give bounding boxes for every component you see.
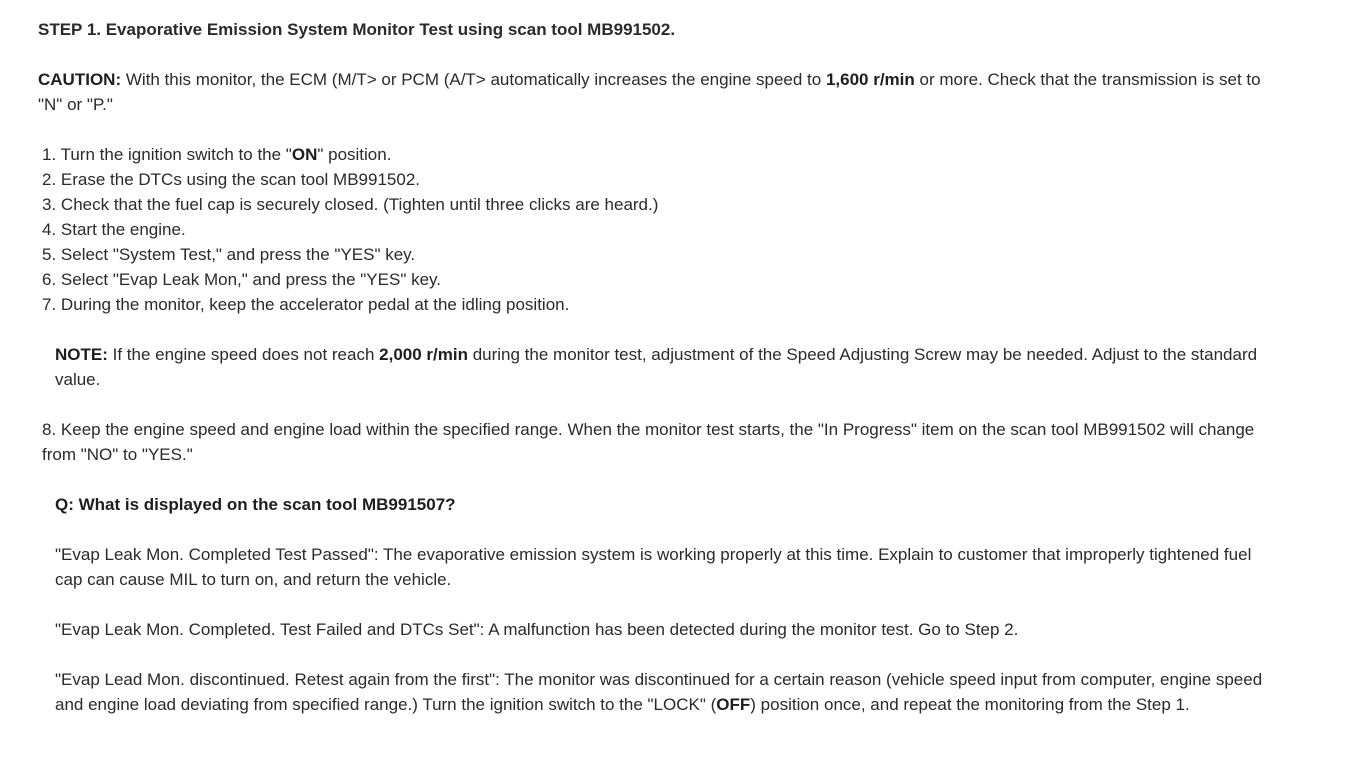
note-text-b: during the monitor test, adjustment of the Speed Adjusting Screw may be needed. Adjust to the standard value. [55, 345, 1258, 389]
list-item [38, 192, 1268, 217]
answer-discontinued-text-a: "Evap Lead Mon. discontinued. Retest again from the first": The monitor was discontinued for a certain reason (vehicle speed input from computer, engine speed and engine load deviating from specified range.) Turn the ignition switch to the "LOCK" ( [55, 670, 1263, 714]
list-item [38, 217, 1268, 242]
spacer [38, 592, 1268, 617]
answer-passed: "Evap Leak Mon. Completed Test Passed": The evaporative emission system is working properly at this time. Explain to customer that improperly tightened fuel cap can cause MIL to turn on, and return the vehicle. [55, 545, 1252, 589]
step-number: 2. [42, 170, 57, 189]
procedure-steps [38, 142, 1268, 317]
step-8-paragraph: 8. Keep the engine speed and engine load within the specified range. When the monitor test starts, the "In Progress" item on the scan tool MB991502 will change from "NO" to "YES." [42, 420, 1255, 464]
step-text: Check that the fuel cap is securely closed. (Tighten until three clicks are heard.) [56, 195, 659, 214]
step-number: 5. [42, 245, 57, 264]
list-item [38, 292, 1268, 317]
note-label: NOTE: [55, 345, 108, 364]
caution-text-b: or more. Check that the transmission is set to "N" or "P." [38, 70, 1261, 114]
spacer [38, 42, 1268, 67]
step-number: 7. [42, 295, 57, 314]
spacer [38, 392, 1268, 417]
step-text: Turn the ignition switch to the " [56, 145, 292, 164]
step-text: Select "Evap Leak Mon," and press the "YES" key. [56, 270, 441, 289]
list-item [38, 142, 1268, 167]
answer-discontinued-bold: OFF [716, 695, 751, 714]
question-heading [38, 492, 1268, 517]
step-text: Start the engine. [56, 220, 186, 239]
answer-failed: "Evap Leak Mon. Completed. Test Failed and DTCs Set": A malfunction has been detected during the monitor test. Go to Step 2. [55, 620, 1019, 639]
step-text: Select "System Test," and press the "YES" key. [56, 245, 416, 264]
question-text: Q: What is displayed on the scan tool MB991507? [55, 495, 456, 514]
note-paragraph [38, 342, 1268, 392]
step-text: Erase the DTCs using the scan tool MB991502. [56, 170, 420, 189]
caution-speed: 1,600 r/min [825, 70, 915, 89]
step-text-post: " position. [317, 145, 392, 164]
step-bold: ON [291, 145, 318, 164]
step-number: 4. [42, 220, 57, 239]
spacer [38, 467, 1268, 492]
step-title: STEP 1. Evaporative Emission System Monitor Test using scan tool MB991502. [38, 20, 676, 39]
step-number: 3. [42, 195, 57, 214]
step-number: 6. [42, 270, 57, 289]
step-number: 1. [42, 145, 57, 164]
answer-discontinued-text-b: ) position once, and repeat the monitoring from the Step 1. [750, 695, 1190, 714]
list-item [38, 267, 1268, 292]
step-text: During the monitor, keep the accelerator pedal at the idling position. [56, 295, 570, 314]
list-item [38, 167, 1268, 192]
list-item [38, 242, 1268, 267]
spacer [38, 517, 1268, 542]
spacer [38, 317, 1268, 342]
answer-discontinued [38, 667, 1268, 717]
spacer [38, 642, 1268, 667]
caution-label: CAUTION: [38, 70, 122, 89]
document-body [38, 17, 1268, 717]
note-text-a: If the engine speed does not reach [107, 345, 380, 364]
caution-text-a: With this monitor, the ECM (M/T> or PCM (A/T> automatically increases the engine speed to [121, 70, 826, 89]
note-speed: 2,000 r/min [379, 345, 468, 364]
spacer [38, 117, 1268, 142]
caution-paragraph [38, 67, 1268, 117]
